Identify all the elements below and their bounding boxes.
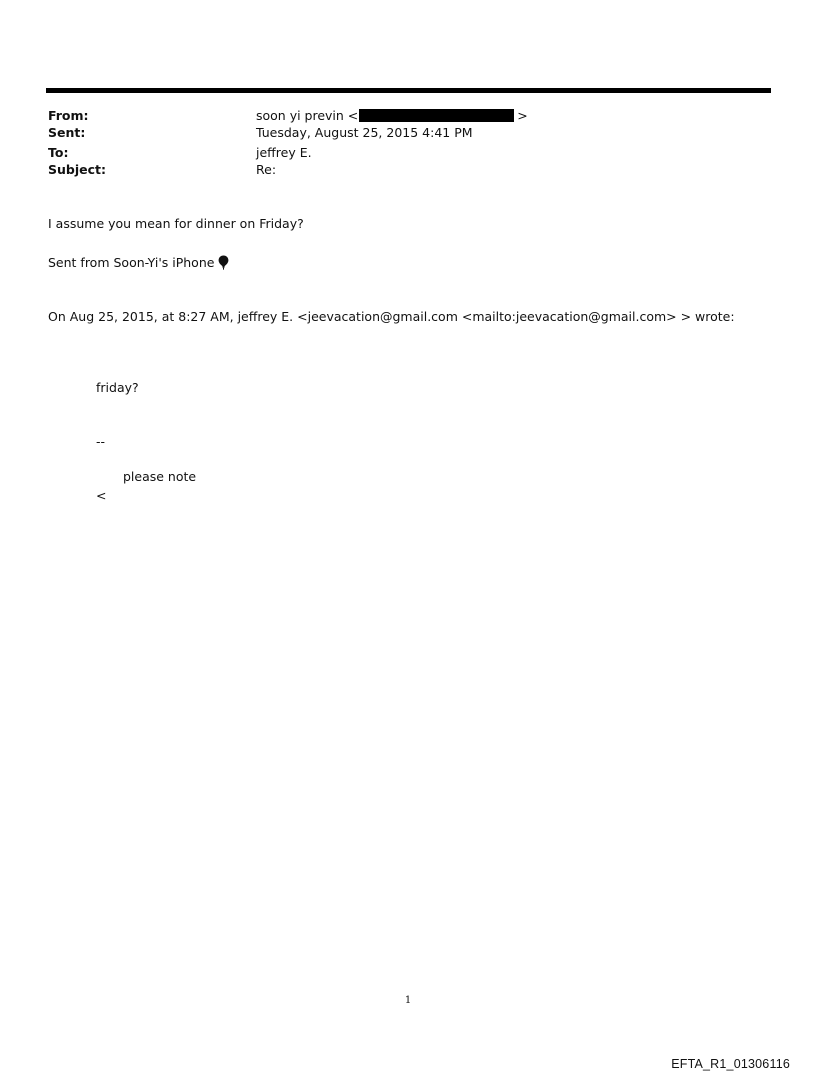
page-number: 1	[404, 995, 412, 1006]
sent-label: Sent:	[48, 125, 86, 140]
signature-separator: --	[96, 434, 106, 449]
please-note-text: please note	[123, 469, 197, 484]
document-id: EFTA_R1_01306116	[671, 1057, 790, 1071]
signature-line	[48, 255, 229, 274]
sent-value: Tuesday, August 25, 2015 4:41 PM	[256, 125, 473, 140]
from-value	[256, 108, 528, 124]
subject-value: Re:	[256, 162, 277, 177]
to-value: jeffrey E.	[256, 145, 312, 160]
redaction-block	[359, 109, 514, 122]
quote-intro: On Aug 25, 2015, at 8:27 AM, jeffrey E. <jeevacation@gmail.com <mailto:jeevacation@gmail.com> > wrote:	[48, 309, 735, 324]
body-line: I assume you mean for dinner on Friday?	[48, 216, 304, 231]
signature-text: Sent from Soon-Yi's iPhone	[48, 255, 215, 270]
to-label: To:	[48, 145, 69, 160]
subject-label: Subject:	[48, 162, 106, 177]
from-sender: soon yi previn <	[256, 108, 359, 123]
header-divider	[46, 88, 771, 93]
balloon-icon	[218, 255, 229, 274]
from-bracket-close: >	[517, 108, 528, 123]
truncated-text: <	[96, 488, 107, 503]
quoted-line: friday?	[96, 380, 139, 395]
from-label: From:	[48, 108, 89, 123]
